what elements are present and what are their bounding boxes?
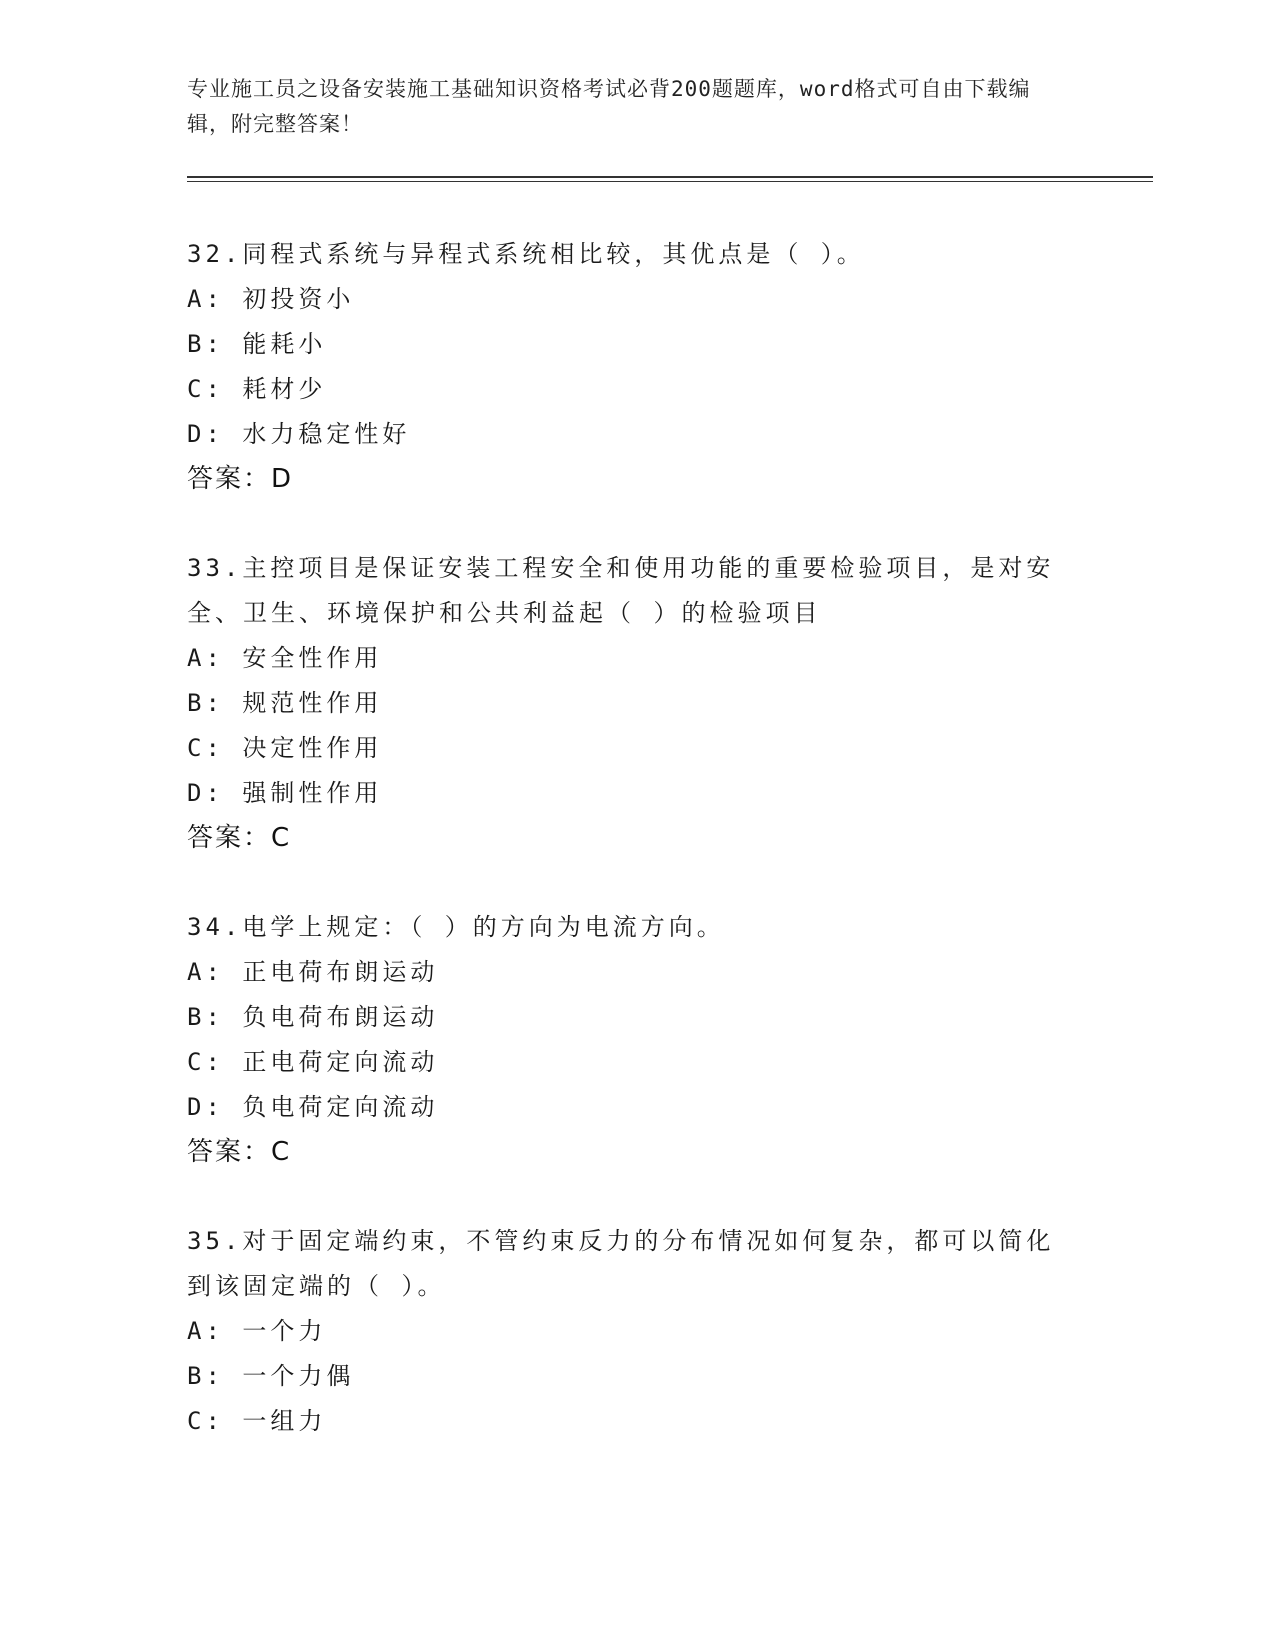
question-stem: 35.对于固定端约束，不管约束反力的分布情况如何复杂，都可以简化到该固定端的（ ）。	[187, 1227, 1055, 1300]
question-34	[187, 905, 1087, 1175]
header-divider-thin	[187, 181, 1153, 182]
option-a: A: 一个力	[187, 1317, 327, 1345]
question-35	[187, 1219, 1087, 1444]
option-c: C: 一组力	[187, 1407, 327, 1435]
option-d: D: 负电荷定向流动	[187, 1093, 439, 1121]
option-d: D: 水力稳定性好	[187, 420, 411, 448]
option-b: B: 能耗小	[187, 330, 327, 358]
question-list	[187, 232, 1087, 1488]
answer-line: 答案：C	[187, 823, 292, 853]
option-b: B: 负电荷布朗运动	[187, 1003, 439, 1031]
question-stem: 32.同程式系统与异程式系统相比较，其优点是（ ）。	[187, 240, 865, 268]
question-32	[187, 232, 1087, 502]
option-b: B: 规范性作用	[187, 689, 383, 717]
option-b: B: 一个力偶	[187, 1362, 355, 1390]
option-c: C: 决定性作用	[187, 734, 383, 762]
answer-line: 答案：D	[187, 464, 294, 494]
document-header: 专业施工员之设备安装施工基础知识资格考试必背200题题库，word格式可自由下载编辑，附完整答案！	[187, 77, 1031, 136]
option-a: A: 安全性作用	[187, 644, 383, 672]
option-a: A: 正电荷布朗运动	[187, 958, 439, 986]
question-33	[187, 546, 1087, 861]
option-c: C: 正电荷定向流动	[187, 1048, 439, 1076]
option-c: C: 耗材少	[187, 375, 327, 403]
question-stem: 34.电学上规定：（ ）的方向为电流方向。	[187, 913, 725, 941]
answer-line: 答案：C	[187, 1137, 292, 1167]
option-a: A: 初投资小	[187, 285, 355, 313]
option-d: D: 强制性作用	[187, 779, 383, 807]
header-divider-thick	[187, 176, 1153, 178]
question-stem: 33.主控项目是保证安装工程安全和使用功能的重要检验项目，是对安全、卫生、环境保护和公共利益起（ ）的检验项目	[187, 554, 1055, 627]
